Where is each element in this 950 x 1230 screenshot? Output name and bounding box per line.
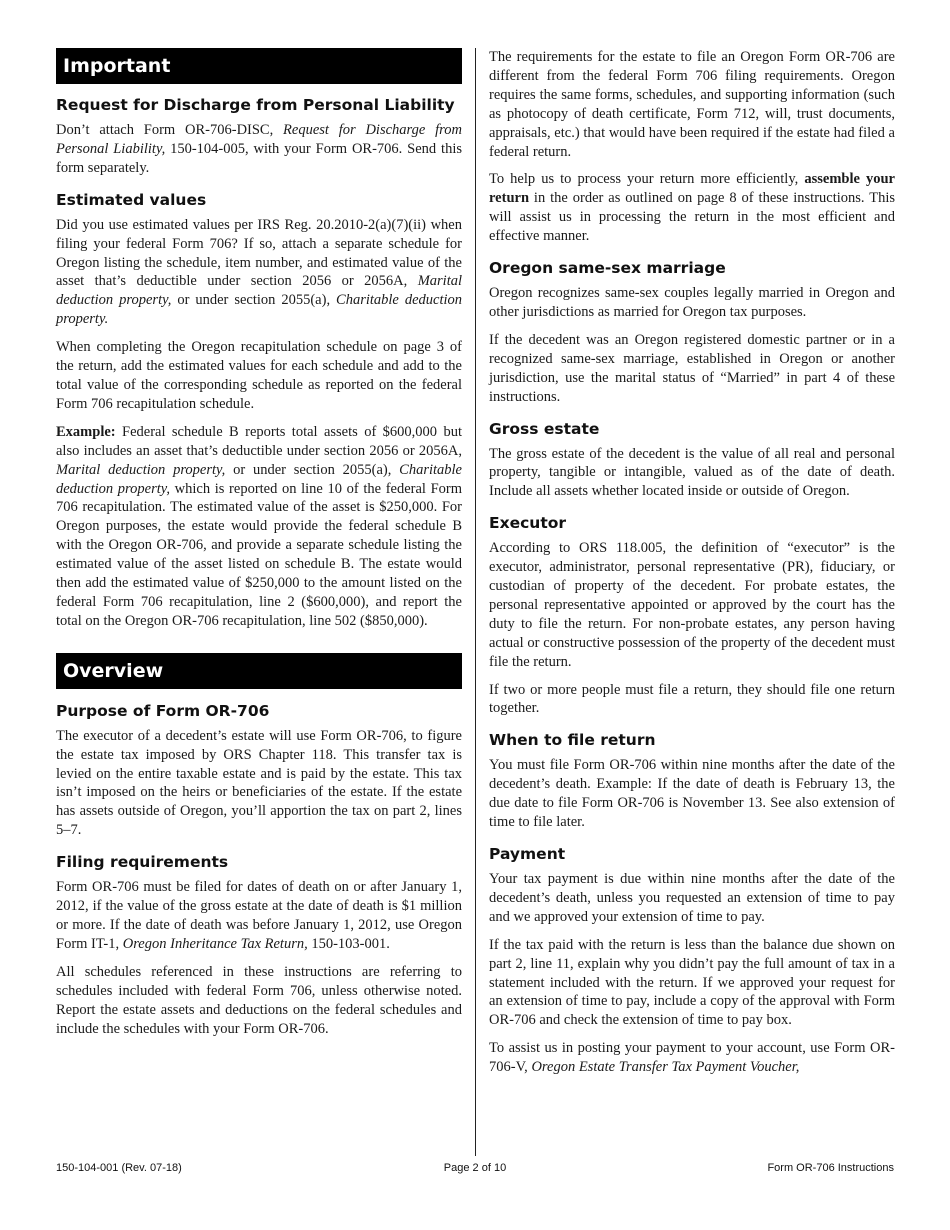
marriage-paragraph-1: Oregon recognizes same-sex couples legally married in Oregon and other jurisdictions as married for Oregon tax purposes. <box>489 285 895 320</box>
filing-paragraph-2: All schedules referenced in these instructions are referring to schedules included with federal Form 706, unless otherwise noted. Report the estate assets and deductions on the federal schedules and include the schedules with your Form OR-706. <box>56 963 462 1037</box>
important-banner: Important <box>56 48 462 84</box>
payment-heading: Payment <box>489 845 566 863</box>
purpose-heading: Purpose of Form OR-706 <box>56 701 270 720</box>
when-to-file-paragraph: You must file Form OR-706 within nine months after the date of the decedent’s death. Example: If the date of death is February 13, the due date to file Form OR-706 is November 13. See also extension of time to file later. <box>489 757 895 831</box>
gross-estate-heading: Gross estate <box>489 419 600 438</box>
estimated-values-heading: Estimated values <box>56 190 207 209</box>
text-run: To help us to process your return more efficiently, <box>489 171 805 188</box>
form-title-italic: Oregon Estate Transfer Tax Payment Voucher, <box>531 1059 800 1076</box>
bold-phrase: assemble your return <box>489 171 895 207</box>
footer-title: Form OR-706 Instructions <box>767 1162 894 1174</box>
italic-term: Marital deduction property, <box>56 461 226 478</box>
text-run: Form OR-706 must be filed for dates of death on or after January 1, 2012, if the value of the gross estate at the date of death is $1 million or more. If the date of death was before January 1, 2012, use Oregon Form IT-1, <box>56 879 462 952</box>
text-run: Did you use estimated values per IRS Reg. 20.2010-2(a)(7)(ii) when filing your federal Form 706? If so, attach a separate schedule for Oregon listing the schedule, item number, and estimated value of the asset that’s deductible under section 2056 or 2056A, <box>56 216 462 290</box>
text-run: To assist us in posting your payment to your account, use Form OR-706-V, <box>489 1040 895 1076</box>
text-run: or under section 2055(a), <box>225 461 400 478</box>
when-to-file-heading: When to file return <box>489 731 656 750</box>
intro-paragraph-1: The requirements for the estate to file an Oregon Form OR-706 are different from the federal Form 706 filing requirements. Oregon requires the same forms, schedules, and supporting information (such as photocopy of death certificate, Form 712, will, trust documents, appraisals, etc.) that would have been required if the estate had filed a federal return. <box>489 49 895 160</box>
marriage-heading: Oregon same-sex marriage <box>489 259 726 278</box>
example-paragraph <box>56 423 462 631</box>
form-title-italic: Oregon Inheritance Tax Return, <box>122 935 308 952</box>
text-run: 150-103-001. <box>307 935 390 952</box>
executor-paragraph-2: If two or more people must file a return, they should file one return together. <box>489 681 895 717</box>
gross-estate-paragraph: The gross estate of the decedent is the value of all real and personal property, tangible or intangible, valued as of the date of death. Include all assets whether located inside or outside of Oregon. <box>489 445 895 500</box>
marriage-paragraph-2: If the decedent was an Oregon registered domestic partner or in a recognized same-sex marriage, established in Oregon or another jurisdiction, use the marital status of “Married” in part 4 of these instructions. <box>489 331 895 405</box>
text-run: 150-104-005, with your Form OR-706. Send this form separately. <box>56 140 463 176</box>
example-label: Example: <box>56 423 116 440</box>
page-footer <box>56 1162 894 1178</box>
left-column <box>56 48 462 1047</box>
payment-paragraph-3 <box>489 1039 895 1077</box>
text-run: Federal schedule B reports total assets of $600,000 but also includes an asset that’s deductible under section 2056 or 2056A, <box>56 423 462 459</box>
filing-requirements-heading: Filing requirements <box>56 853 229 872</box>
footer-form-number: 150-104-001 (Rev. 07-18) <box>56 1162 182 1174</box>
italic-term: Charitable deduction property. <box>56 292 463 328</box>
estimated-paragraph-2: When completing the Oregon recapitulation schedule on page 3 of the return, add the estimated values for each schedule and add to the total value of the corresponding schedule as reported on the federal Form 706 recapitulation schedule. <box>56 339 462 412</box>
italic-term: Charitable deduction property, <box>56 461 462 497</box>
executor-heading: Executor <box>489 514 567 533</box>
discharge-heading: Request for Discharge from Personal Liability <box>56 96 455 114</box>
payment-paragraph-2: If the tax paid with the return is less than the balance due shown on part 2, line 11, explain why you didn’t pay the full amount of tax in a statement included with the return. If we approved your request for an extension of time to pay, include a copy of the approval with Form OR-706 and check the extension of time to pay box. <box>489 936 895 1029</box>
right-column <box>489 48 895 1086</box>
executor-paragraph-1: According to ORS 118.005, the definition of “executor” is the executor, administrator, personal representative (PR), fiduciary, or custodian of property of the decedent. For probate estates, the personal representative appointed or approved by the court has the duty to file the return. For non-probate estates, any person having actual or constructive possession of the property of the decedent must file the return. <box>489 540 895 670</box>
text-run: or under section 2055(a), <box>171 292 337 309</box>
form-title-italic: Request for Discharge from Personal Liability, <box>56 122 462 157</box>
filing-paragraph-1 <box>56 878 462 954</box>
footer-page-number: Page 2 of 10 <box>443 1162 507 1174</box>
column-divider <box>475 48 476 1156</box>
text-run: Don’t attach Form OR-706-DISC, <box>56 122 284 138</box>
text-run: which is reported on line 10 of the federal Form 706 recapitulation. The estimated value of the asset is $250,000. For Oregon purposes, the estate would provide the federal schedule B with the Oregon OR-706, and provide a separate schedule listing the estimated value of the asset listed on schedule B. The estate would then add the estimated value of $250,000 to the amount listed on the federal Form 706 recapitulation, line 2 ($600,000), and report the total on the Oregon OR-706 recapitulation, line 502 ($850,000). <box>56 480 462 629</box>
discharge-paragraph <box>56 121 462 178</box>
purpose-paragraph: The executor of a decedent’s estate will use Form OR-706, to figure the estate tax imposed by ORS Chapter 118. This transfer tax is levied on the entire taxable estate and is paid by the estate. This tax isn’t imposed on the heirs or beneficiaries of the estate. If the estate has assets outside of Oregon, you’ll apportion the tax on part 2, lines 5–7. <box>56 727 462 839</box>
intro-paragraph-2 <box>489 170 895 246</box>
text-run: in the order as outlined on page 8 of these instructions. This will assist us in processing the return in the most efficient and effective manner. <box>489 190 895 245</box>
overview-banner: Overview <box>56 653 462 689</box>
estimated-paragraph-1 <box>56 216 462 329</box>
italic-term: Marital deduction property, <box>56 273 462 309</box>
payment-paragraph-1: Your tax payment is due within nine months after the date of the decedent’s death, unless you requested an extension of time to pay and we approved your extension of time to pay. <box>489 871 895 925</box>
